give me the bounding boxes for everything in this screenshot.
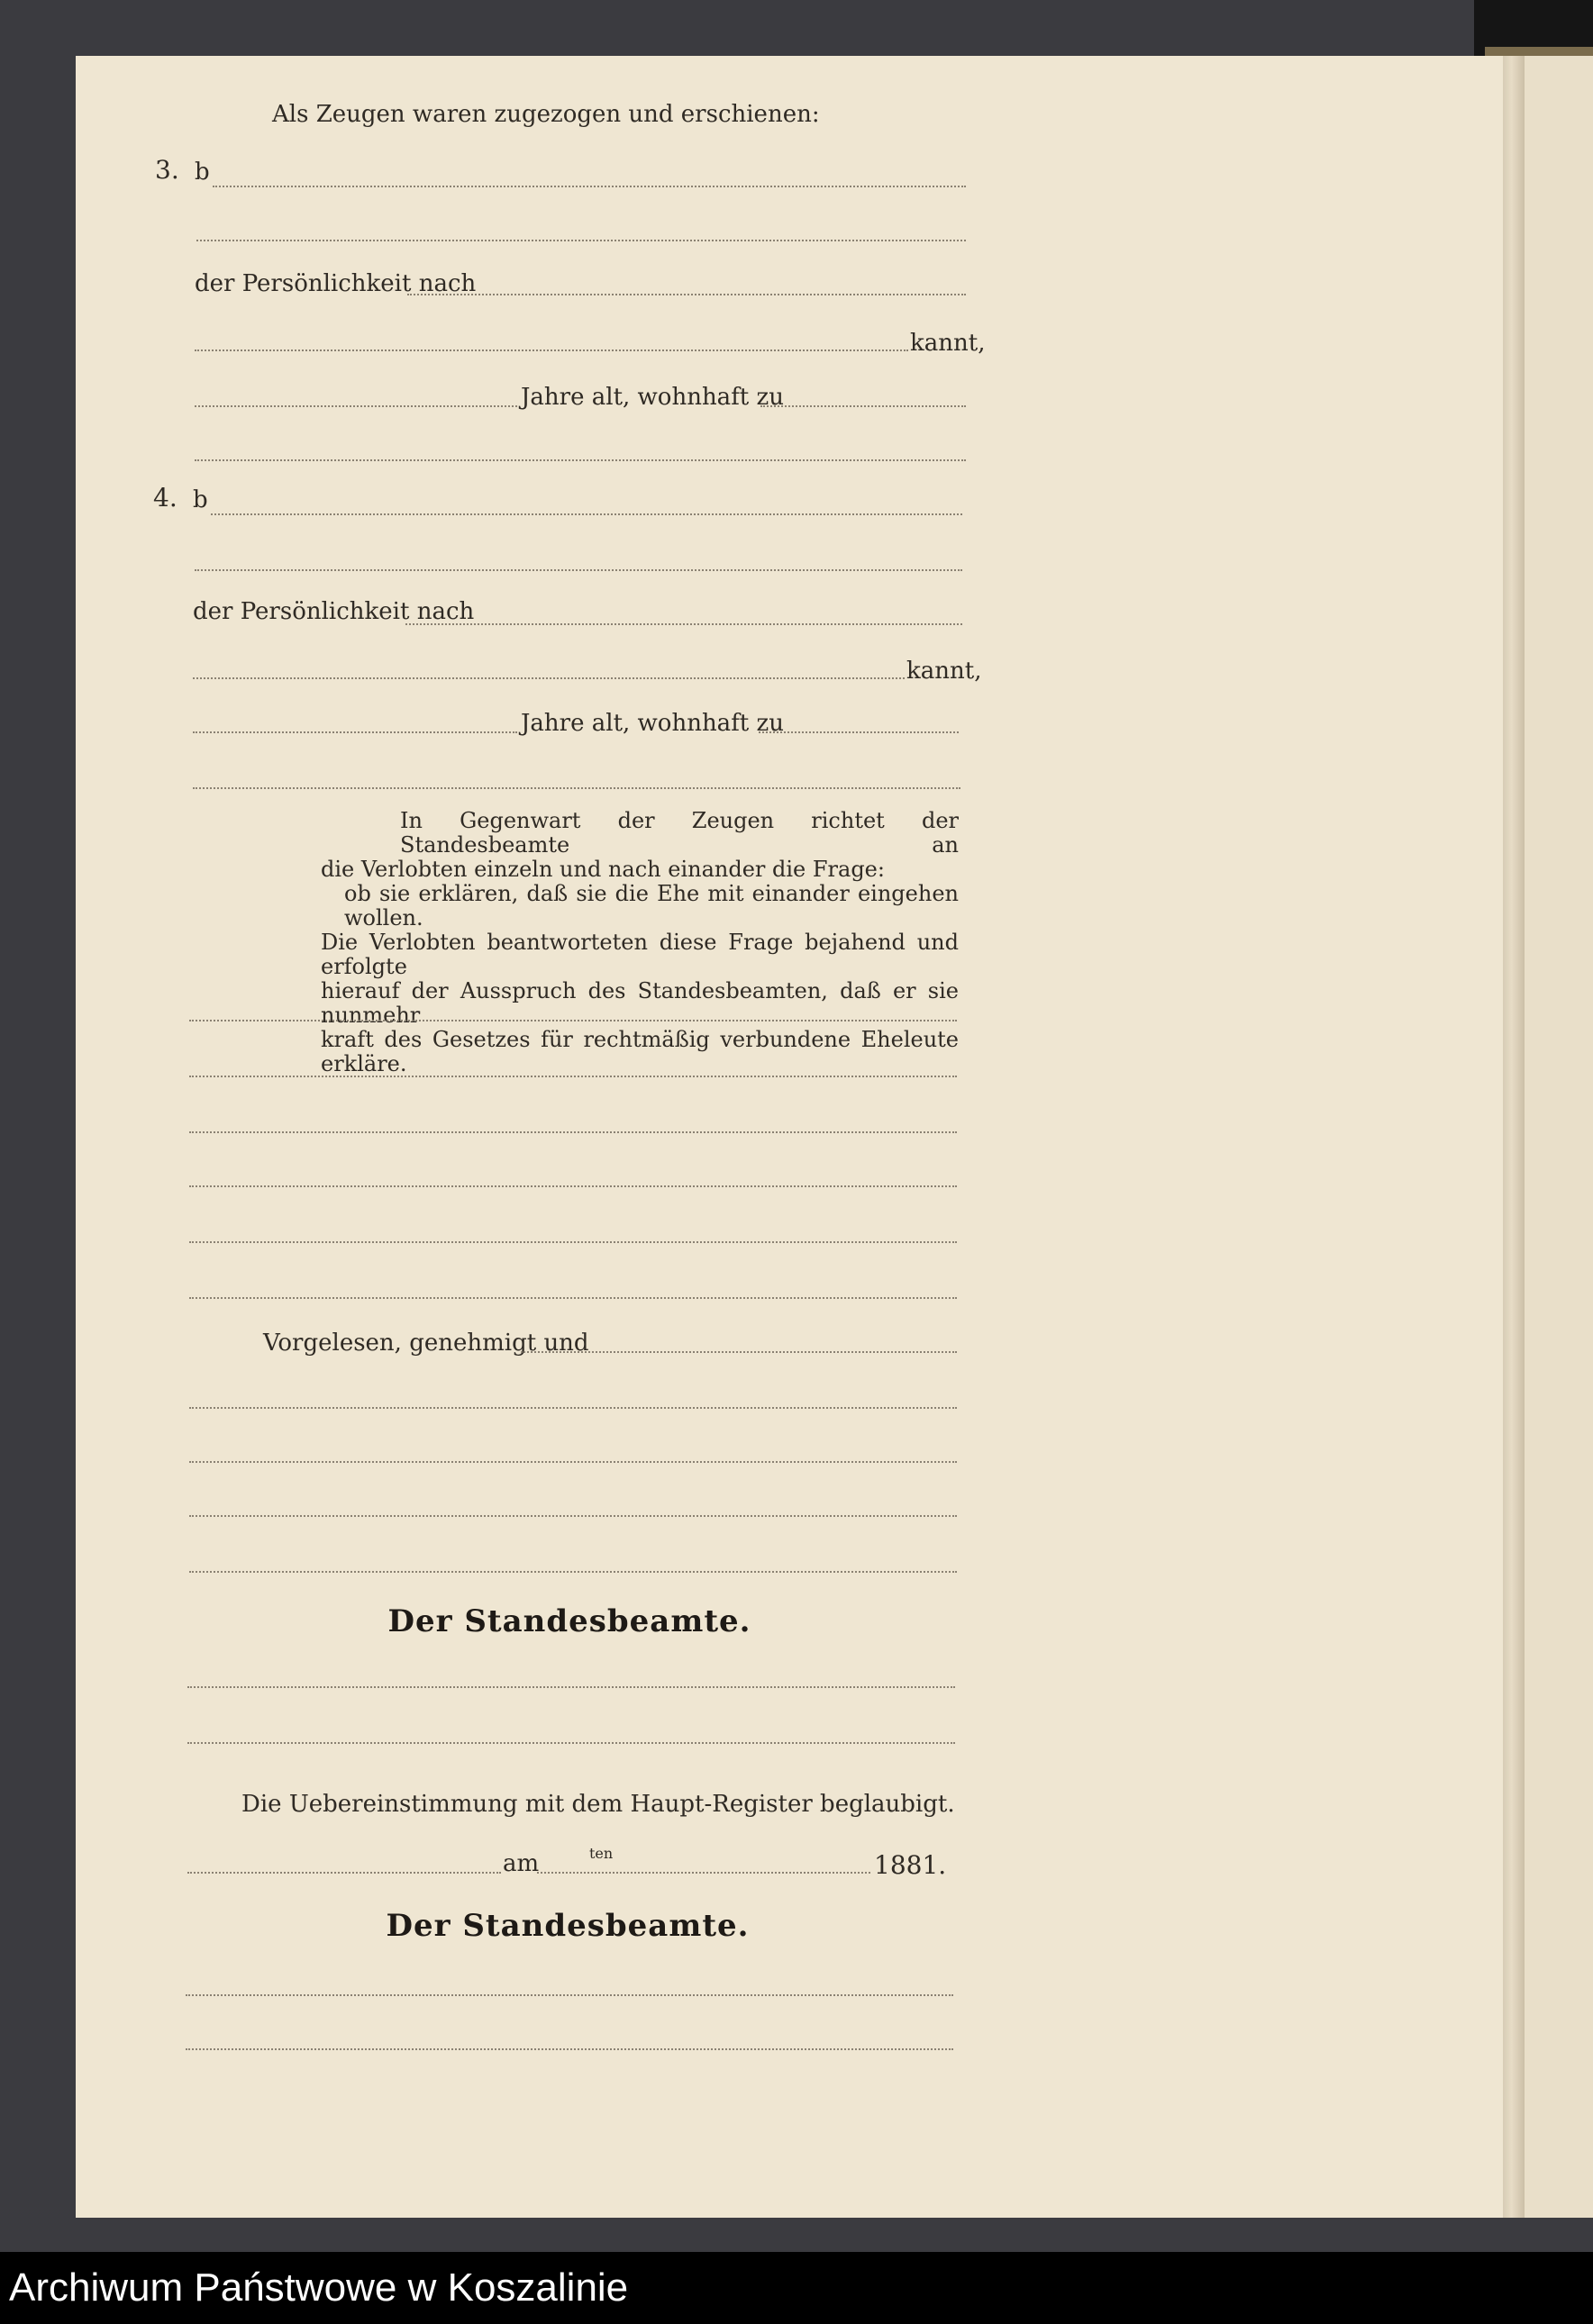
date-am-label: am (503, 1850, 540, 1877)
signature-line-3 (189, 1515, 957, 1517)
blank-line-1 (189, 1020, 957, 1021)
official-2-line-2 (186, 2048, 953, 2050)
date-year: 1881. (874, 1850, 947, 1880)
witness-3-known: kannt, (910, 330, 986, 357)
certification-text: Die Uebereinstimmung mit dem Haupt-Register beglaubigt. (241, 1791, 955, 1818)
ceremony-line-1: In Gegenwart der Zeugen richtet der Standesbeamte an (400, 808, 959, 858)
witness-4-line-5 (193, 787, 960, 789)
archive-footer (0, 2252, 1593, 2324)
witness-4-number: 4. (153, 483, 178, 513)
blank-line-3 (189, 1131, 957, 1133)
ceremony-line-2: die Verlobten einzeln und nach einander die Frage: (321, 857, 885, 882)
date-month-line (620, 1872, 870, 1874)
archive-name: Archiwum Państwowe w Koszalinie (9, 2265, 629, 2310)
ceremony-line-5: hierauf der Ausspruch des Standesbeamten, daß er sie nunmehr (321, 978, 959, 1028)
witness-3-line-2 (196, 240, 966, 241)
witness-3-prefix: b (195, 159, 210, 186)
ceremony-line-3: ob sie erklären, daß sie die Ehe mit einander eingehen wollen. (344, 881, 959, 931)
date-day-line (537, 1872, 618, 1874)
read-approved-label: Vorgelesen, genehmigt und (263, 1330, 589, 1357)
document-page (76, 56, 1512, 2218)
witness-4-prefix: b (193, 486, 208, 513)
signature-line-1 (189, 1407, 957, 1409)
witness-3-name-line (213, 186, 966, 187)
official-heading-2: Der Standesbeamte. (386, 1908, 750, 1944)
ceremony-line-6: kraft des Gesetzes für rechtmäßig verbundene Eheleute erkläre. (321, 1027, 959, 1076)
witness-4-known: kannt, (906, 658, 982, 685)
read-approved-line (521, 1351, 957, 1353)
witness-3-age-line (195, 405, 517, 407)
witness-4-age-line (193, 731, 517, 733)
official-heading-1: Der Standesbeamte. (387, 1603, 751, 1639)
facing-page-edge (1525, 56, 1593, 2218)
book-gutter (1503, 56, 1525, 2218)
witness-4-personality: der Persönlichkeit nach (193, 598, 475, 625)
witness-3-number: 3. (155, 155, 179, 185)
blank-line-2 (189, 1076, 957, 1077)
witness-3-residence-line (760, 405, 966, 407)
date-ten-superscript: ten (589, 1845, 614, 1862)
official-1-line-2 (187, 1742, 955, 1744)
witness-4-residence-line (759, 731, 959, 733)
ceremony-paragraph (321, 809, 959, 1076)
signature-line-4 (189, 1571, 957, 1573)
blank-line-6 (189, 1297, 957, 1299)
witness-3-personality-line (407, 294, 966, 295)
blank-line-4 (189, 1185, 957, 1187)
date-place-line (187, 1872, 501, 1874)
witness-4-line-2 (195, 569, 962, 571)
witness-3-age-residence: Jahre alt, wohnhaft zu (521, 384, 784, 411)
witness-4-personality-line (405, 623, 962, 625)
book-spine-edge (1485, 47, 1593, 56)
witness-3-known-line (195, 350, 908, 351)
official-2-line-1 (186, 1994, 953, 1996)
witness-3-personality: der Persönlichkeit nach (195, 270, 477, 297)
signature-line-2 (189, 1461, 957, 1463)
witness-4-known-line (193, 677, 905, 679)
witness-intro: Als Zeugen waren zugezogen und erschienen: (272, 101, 820, 128)
witness-3-line-5 (195, 459, 966, 461)
official-1-line-1 (187, 1686, 955, 1688)
witness-4-age-residence: Jahre alt, wohnhaft zu (521, 710, 784, 737)
witness-4-name-line (211, 513, 962, 515)
blank-line-5 (189, 1241, 957, 1243)
ceremony-line-4: Die Verlobten beantworteten diese Frage bejahend und erfolgte (321, 930, 959, 979)
